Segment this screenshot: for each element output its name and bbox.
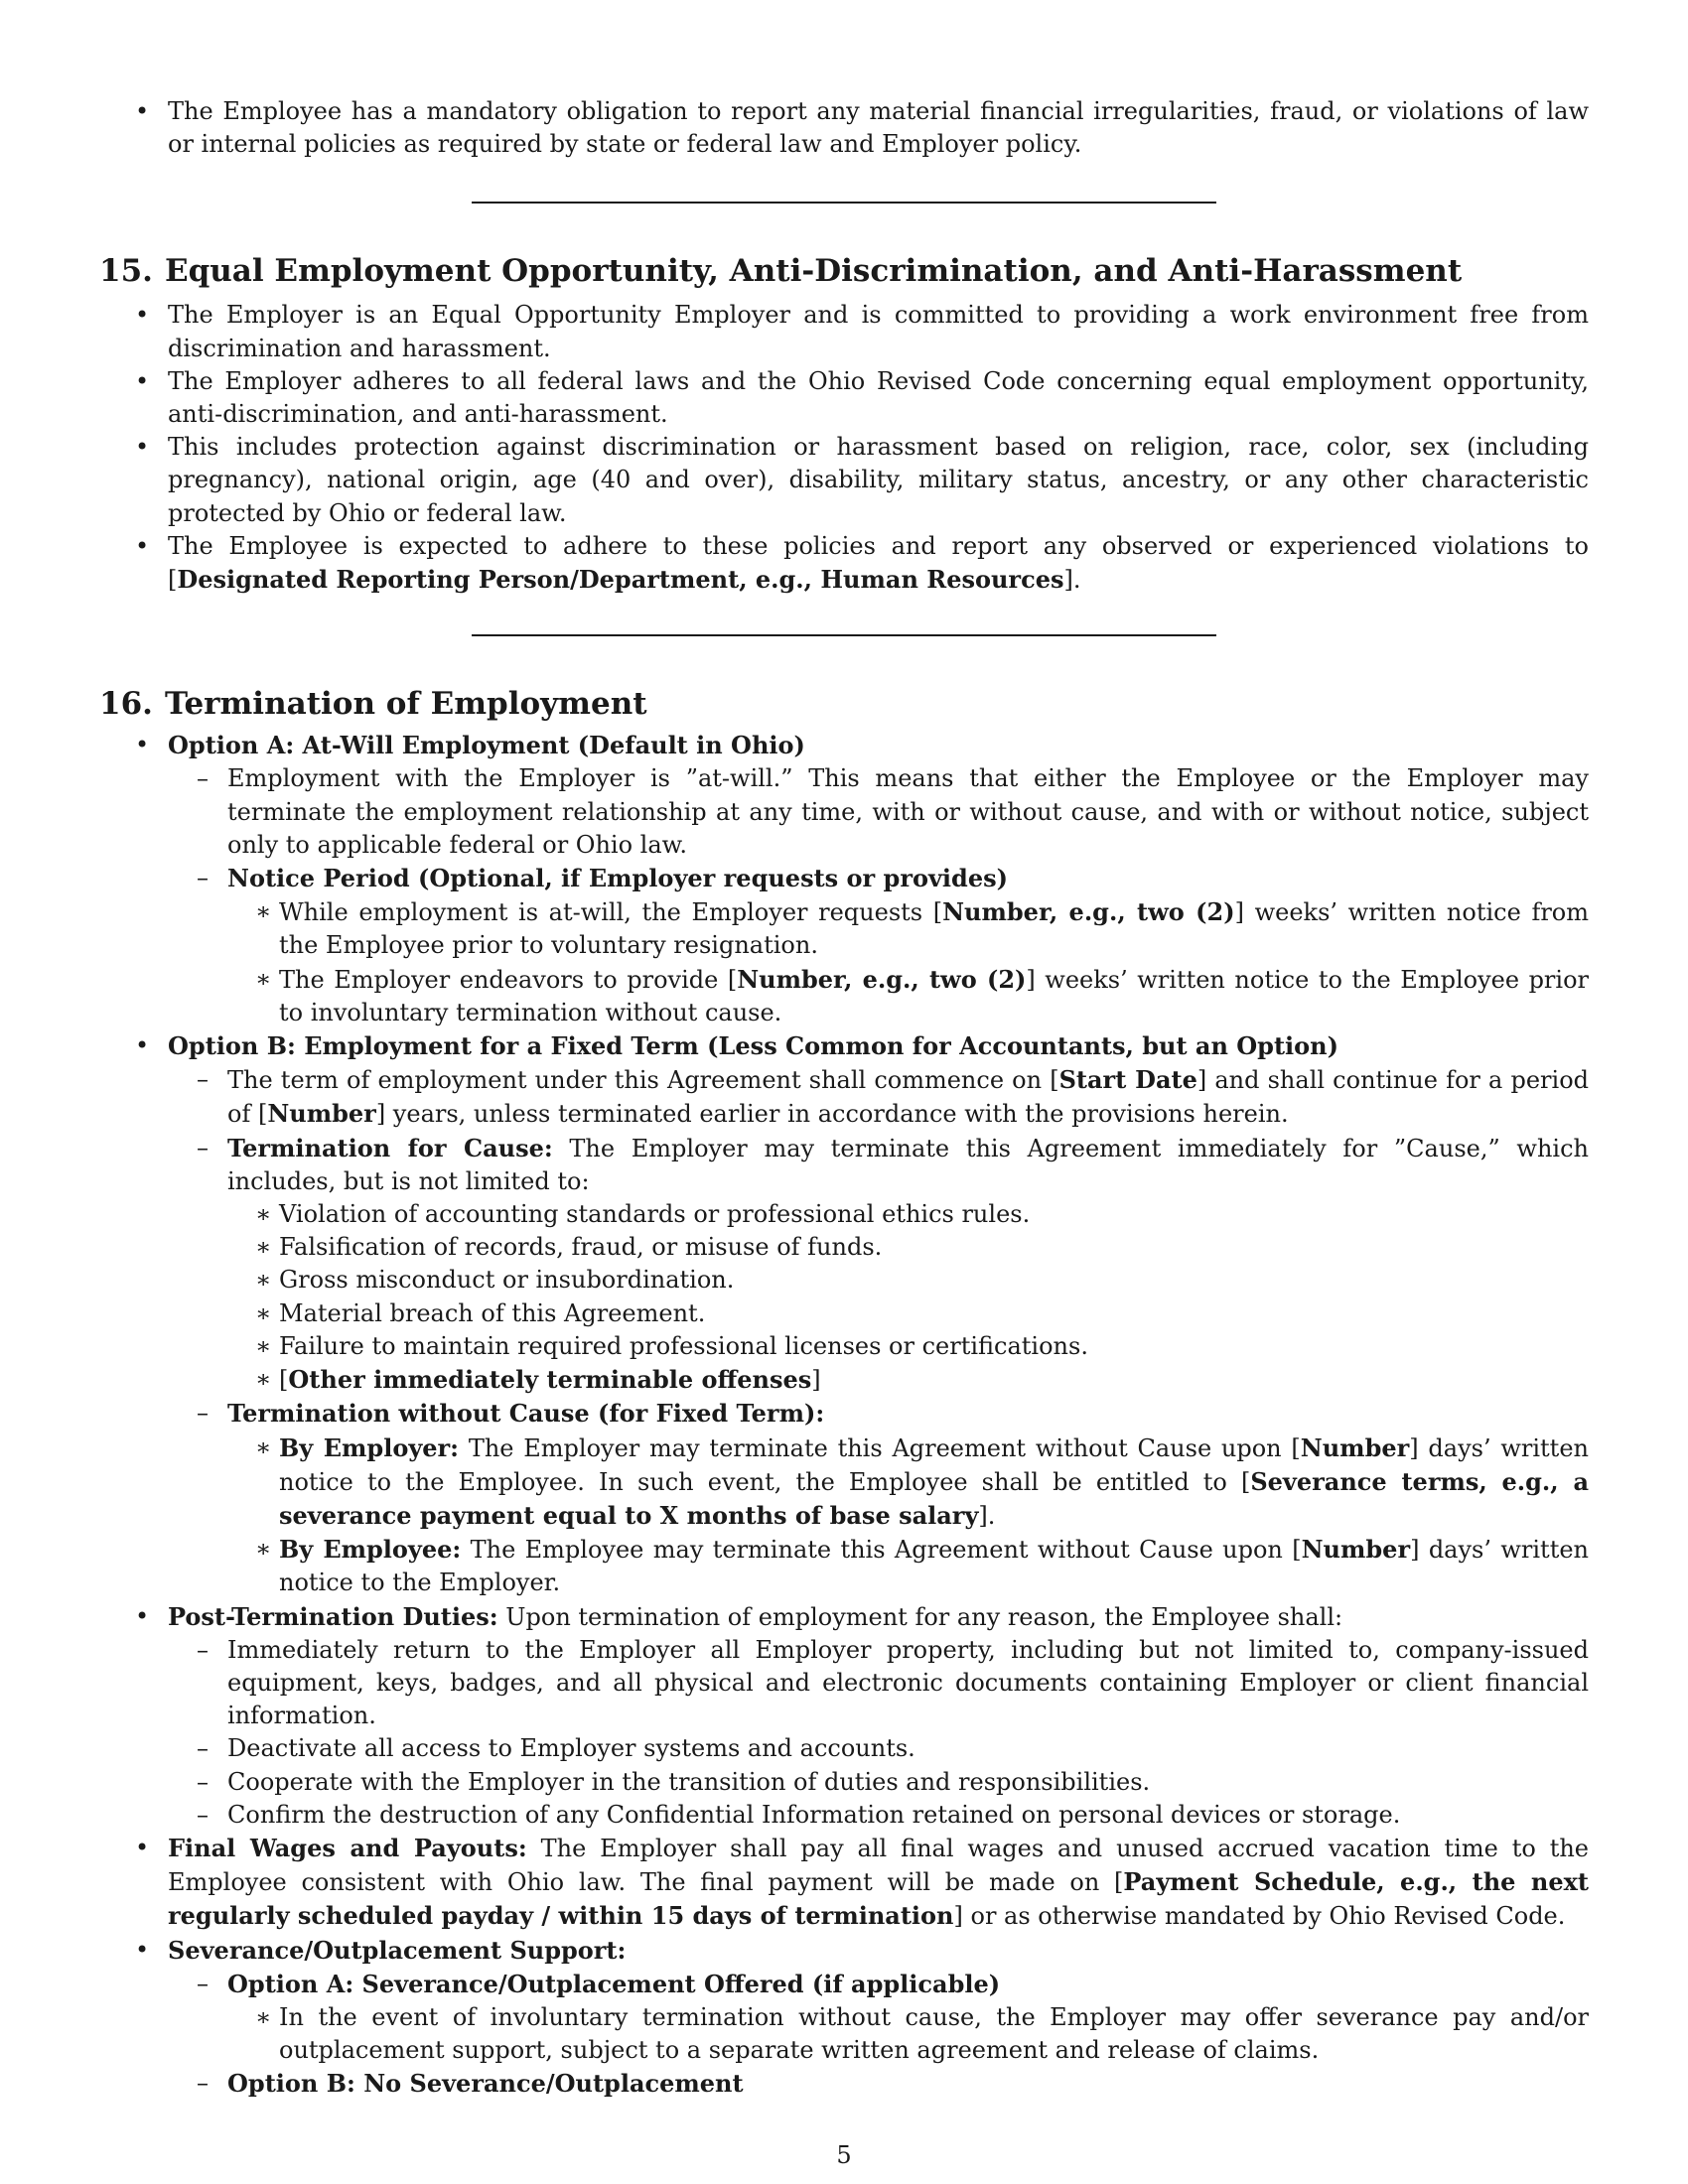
list-item: ∗ By Employee: The Employee may terminate this Agreement without Cause upon [Number] days’ written notice to the Employer. <box>227 1533 1589 1599</box>
list-item: ∗ Gross misconduct or insubordination. <box>227 1264 1589 1297</box>
notice-sublist <box>227 895 1589 1029</box>
cause-sublist <box>227 1198 1589 1397</box>
page-number: 5 <box>836 2141 852 2169</box>
list-item: ∗ Material breach of this Agreement. <box>227 1297 1589 1330</box>
option-b-item: • Option B: Employment for a Fixed Term (Less Common for Accountants, but an Option) – The term of employment under this Agreement shall commence on [Start Date] and shall continue for a period of [Number] years, unless terminated earlier in accordance with the provisions herein. – Termination for Cause: The Employer may terminate this Agreement immediately for ”Cause,” which includes, but is not limited to: ∗ Violation of accounting standards or professional ethics rules. ∗ Falsification of records, fraud, or misuse of funds. ∗ Gross misconduct or insubordination. ∗ Material breach of this Agreement. ∗ Failure to maintain required professional licenses or certifications. ∗ [Other immediately terminable offenses] – Termination without Cause (for Fixed Term): ∗ By Employer: The Employer may terminate this Agreement without Cause upon [Number] days’ written notice to the Employee. In such event, the Employee shall be entitled to [Severance terms, e.g., a severance payment equal to X months of base salary]. ∗ By Employee: The Employee may terminate this Agreement without Cause upon [Number] days’ written notice to the Employer. <box>99 1029 1589 1599</box>
option-b-sublist <box>99 1063 1589 1599</box>
list-item: – Deactivate all access to Employer systems and accounts. <box>167 1732 1589 1765</box>
section-16-heading: 16. Termination of Employment <box>99 686 647 723</box>
list-item: – Termination without Cause (for Fixed Term): ∗ By Employer: The Employer may terminate this Agreement without Cause upon [Number] days’ written notice to the Employee. In such event, the Employee shall be entitled to [Severance terms, e.g., a severance payment equal to X months of base salary]. ∗ By Employee: The Employee may terminate this Agreement without Cause upon [Number] days’ written notice to the Employer. <box>167 1397 1589 1599</box>
list-item: ∗ The Employer endeavors to provide [Number, e.g., two (2)] weeks’ written notice to the Employee prior to involuntary termination without cause. <box>227 963 1589 1029</box>
without-cause-sublist <box>227 1432 1589 1600</box>
section-divider <box>472 634 1216 636</box>
list-item: • The Employer adheres to all federal laws and the Ohio Revised Code concerning equal employment opportunity, anti-discrimination, and anti-harassment. <box>99 365 1589 431</box>
list-item: • The Employer is an Equal Opportunity Employer and is committed to providing a work environment free from discrimination and harassment. <box>99 299 1589 364</box>
list-item: – Option B: No Severance/Outplacement <box>167 2067 1589 2101</box>
option-a-item: • Option A: At-Will Employment (Default in Ohio) – Employment with the Employer is ”at-will.” This means that either the Employee or the Employer may terminate the employment relationship at any time, with or without cause, and with or without notice, subject only to applicable federal or Ohio law. – Notice Period (Optional, if Employer requests or provides) ∗ While employment is at-will, the Employer requests [Number, e.g., two (2)] weeks’ written notice from the Employee prior to voluntary resignation. ∗ The Employer endeavors to provide [Number, e.g., two (2)] weeks’ written notice to the Employee prior to involuntary termination without cause. <box>99 729 1589 1029</box>
list-item: – Confirm the destruction of any Confidential Information retained on personal devices or storage. <box>167 1799 1589 1832</box>
list-item: • This includes protection against discrimination or harassment based on religion, race, color, sex (including pregnancy), national origin, age (40 and over), disability, military status, ancestry, or any other characteristic protected by Ohio or federal law. <box>99 431 1589 530</box>
list-item: ∗ Falsification of records, fraud, or misuse of funds. <box>227 1231 1589 1264</box>
list-item: ∗ While employment is at-will, the Employer requests [Number, e.g., two (2)] weeks’ written notice from the Employee prior to voluntary resignation. <box>227 895 1589 962</box>
list-item: ∗ [Other immediately terminable offenses] <box>227 1363 1589 1397</box>
list-item: – Notice Period (Optional, if Employer requests or provides) ∗ While employment is at-will, the Employer requests [Number, e.g., two (2)] weeks’ written notice from the Employee prior to voluntary resignation. ∗ The Employer endeavors to provide [Number, e.g., two (2)] weeks’ written notice to the Employee prior to involuntary termination without cause. <box>167 862 1589 1029</box>
list-item: • The Employee has a mandatory obligation to report any material financial irregularities, fraud, or violations of law or internal policies as required by state or federal law and Employer policy. <box>99 95 1589 161</box>
list-item: ∗ In the event of involuntary termination without cause, the Employer may offer severance pay and/or outplacement support, subject to a separate written agreement and release of claims. <box>227 2001 1589 2067</box>
list-item: – Cooperate with the Employer in the transition of duties and responsibilities. <box>167 1766 1589 1799</box>
option-a-sublist <box>99 762 1589 1029</box>
final-wages-item: • Final Wages and Payouts: The Employer shall pay all final wages and unused accrued vacation time to the Employee consistent with Ohio law. The final payment will be made on [Payment Schedule, e.g., the next regularly scheduled payday / within 15 days of termination] or as otherwise mandated by Ohio Revised Code. <box>99 1832 1589 1934</box>
list-item: • The Employee is expected to adhere to these policies and report any observed or experienced violations to [Designated Reporting Person/Department, e.g., Human Resources]. <box>99 530 1589 597</box>
severance-sublist <box>99 1968 1589 2102</box>
list-item: – The term of employment under this Agreement shall commence on [Start Date] and shall continue for a period of [Number] years, unless terminated earlier in accordance with the provisions herein. <box>167 1063 1589 1131</box>
severance-item: • Severance/Outplacement Support: – Option A: Severance/Outplacement Offered (if applicable) ∗ In the event of involuntary termination without cause, the Employer may offer severance pay and/or outplacement support, subject to a separate written agreement and release of claims. – Option B: No Severance/Outplacement <box>99 1934 1589 2102</box>
list-item: ∗ By Employer: The Employer may terminate this Agreement without Cause upon [Number] days’ written notice to the Employee. In such event, the Employee shall be entitled to [Severance terms, e.g., a severance payment equal to X months of base salary]. <box>227 1432 1589 1534</box>
post-termination-sublist <box>99 1634 1589 1832</box>
list-item: ∗ Failure to maintain required professional licenses or certifications. <box>227 1330 1589 1363</box>
section-divider <box>472 202 1216 204</box>
post-termination-item: • Post-Termination Duties: Upon termination of employment for any reason, the Employee shall: – Immediately return to the Employer all Employer property, including but not limited to, company-issued equipment, keys, badges, and all physical and electronic documents containing Employer or client financial information. – Deactivate all access to Employer systems and accounts. – Cooperate with the Employer in the transition of duties and responsibilities. – Confirm the destruction of any Confidential Information retained on personal devices or storage. <box>99 1600 1589 1832</box>
top-bullet-list <box>99 95 1589 161</box>
severance-a-sublist <box>227 2001 1589 2067</box>
list-item: ∗ Violation of accounting standards or professional ethics rules. <box>227 1198 1589 1231</box>
document-page <box>99 95 1589 2102</box>
section-15-list <box>99 299 1589 597</box>
list-item: – Immediately return to the Employer all Employer property, including but not limited to, company-issued equipment, keys, badges, and all physical and electronic documents containing Employer or client financial information. <box>167 1634 1589 1733</box>
section-16-list <box>99 729 1589 2101</box>
section-15-heading: 15. Equal Employment Opportunity, Anti-Discrimination, and Anti-Harassment <box>99 253 1463 290</box>
list-item: – Option A: Severance/Outplacement Offered (if applicable) ∗ In the event of involuntary termination without cause, the Employer may offer severance pay and/or outplacement support, subject to a separate written agreement and release of claims. <box>167 1968 1589 2068</box>
list-item: – Employment with the Employer is ”at-will.” This means that either the Employee or the Employer may terminate the employment relationship at any time, with or without cause, and with or without notice, subject only to applicable federal or Ohio law. <box>167 762 1589 862</box>
list-item: – Termination for Cause: The Employer may terminate this Agreement immediately for ”Cause,” which includes, but is not limited to: ∗ Violation of accounting standards or professional ethics rules. ∗ Falsification of records, fraud, or misuse of funds. ∗ Gross misconduct or insubordination. ∗ Material breach of this Agreement. ∗ Failure to maintain required professional licenses or certifications. ∗ [Other immediately terminable offenses] <box>167 1132 1589 1398</box>
